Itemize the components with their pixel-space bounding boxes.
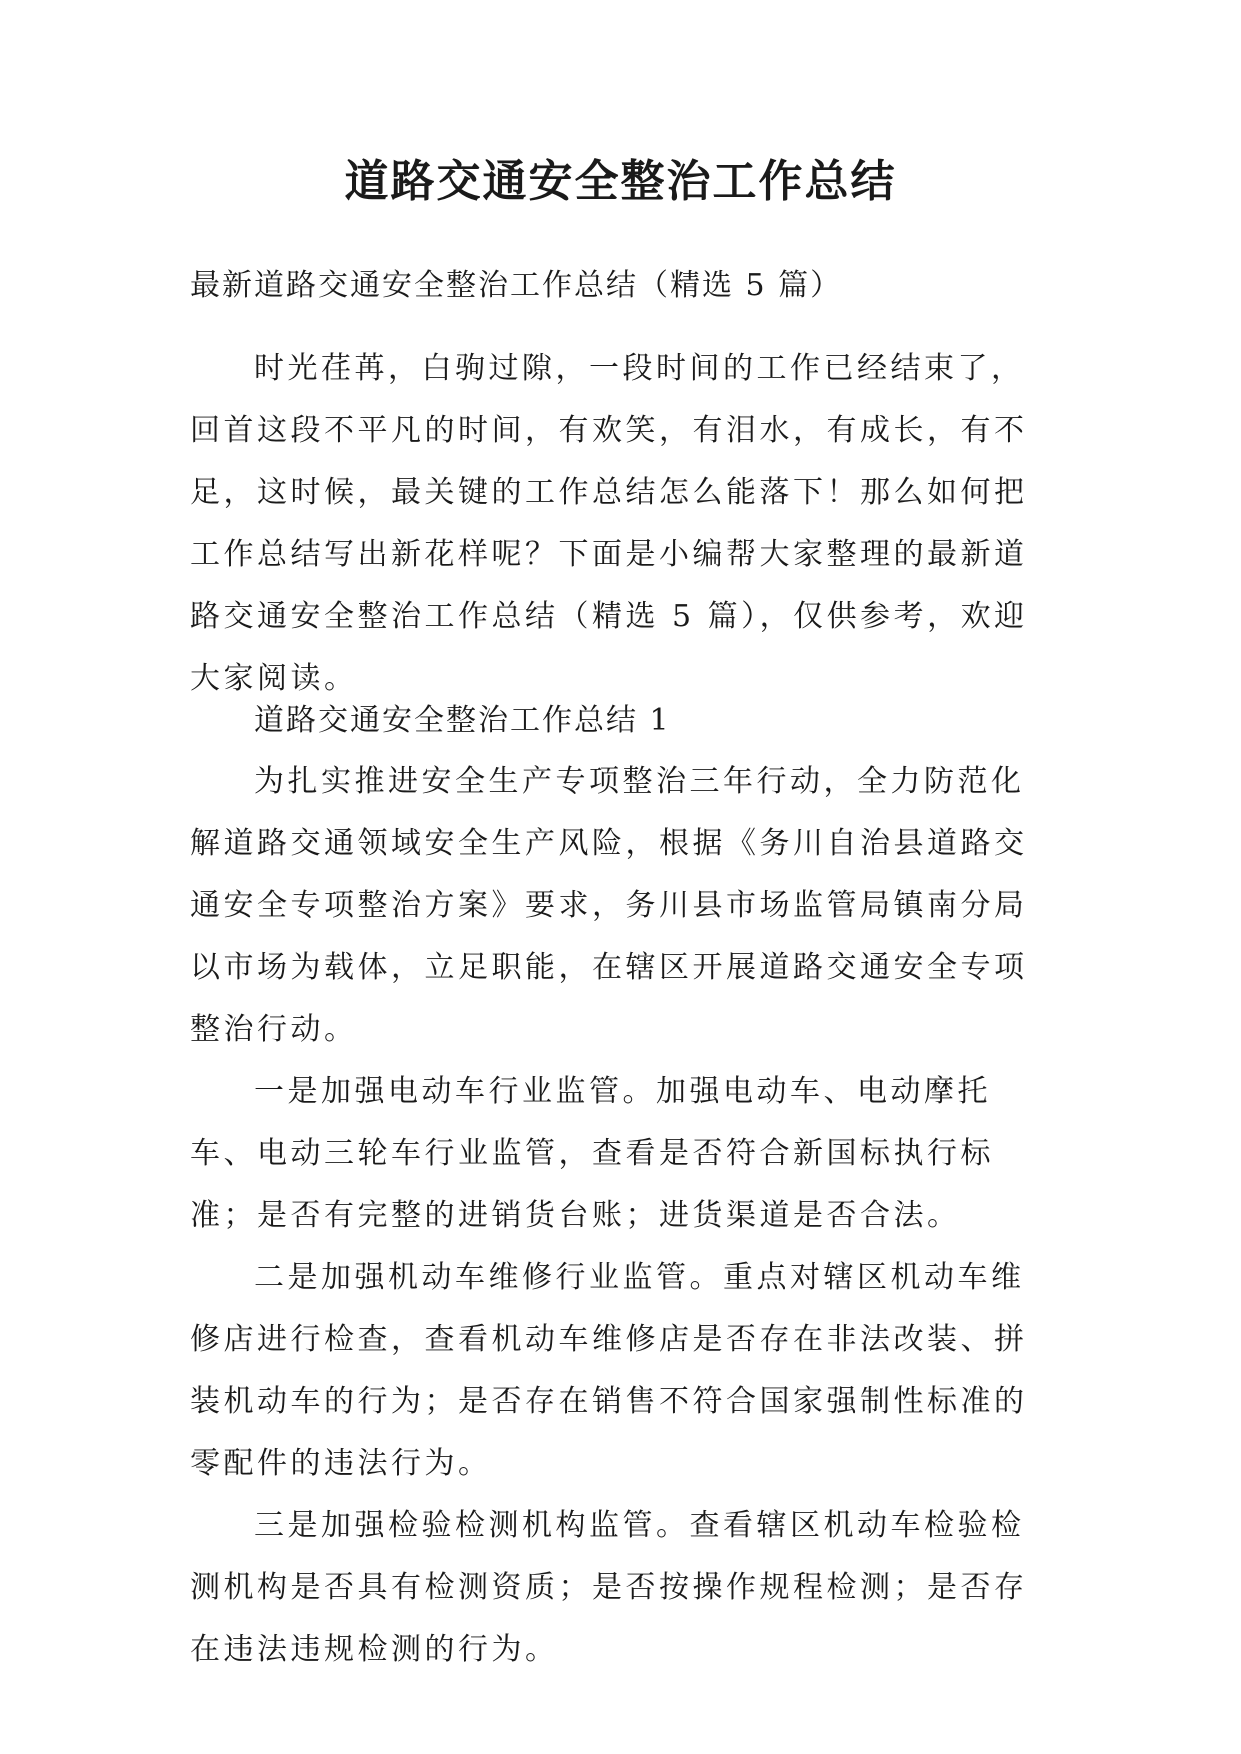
body-paragraph: 为扎实推进安全生产专项整治三年行动，全力防范化解道路交通领域安全生产风险，根据《务川自治县道路交通安全专项整治方案》要求，务川县市场监管局镇南分局以市场为载体，立足职能，在辖区开展道路交通安全专项整治行动。 (190, 764, 1028, 1047)
body-paragraph: 一是加强电动车行业监管。加强电动车、电动摩托车、电动三轮车行业监管，查看是否符合新国标执行标准；是否有完整的进销货台账；进货渠道是否合法。 (190, 1074, 994, 1233)
body-paragraph: 三是加强检验检测机构监管。查看辖区机动车检验检测机构是否具有检测资质；是否按操作规程检测；是否存在违法违规检测的行为。 (190, 1508, 1028, 1667)
intro-paragraph: 时光荏苒，白驹过隙，一段时间的工作已经结束了，回首这段不平凡的时间，有欢笑，有泪水，有成长，有不足，这时候，最关键的工作总结怎么能落下！那么如何把工作总结写出新花样呢？下面是小编帮大家整理的最新道路交通安全整治工作总结（精选 5 篇），仅供参考，欢迎大家阅读。 (190, 351, 1028, 696)
body-paragraph: 二是加强机动车维修行业监管。重点对辖区机动车维修店进行检查，查看机动车维修店是否存在非法改装、拼装机动车的行为；是否存在销售不符合国家强制性标准的零配件的违法行为。 (190, 1260, 1028, 1481)
intro-block (190, 338, 1050, 710)
section-body (190, 751, 1050, 1681)
document-subtitle: 最新道路交通安全整治工作总结（精选 5 篇） (190, 268, 843, 303)
section-heading: 道路交通安全整治工作总结 1 (254, 703, 671, 738)
document-title: 道路交通安全整治工作总结 (344, 156, 897, 207)
